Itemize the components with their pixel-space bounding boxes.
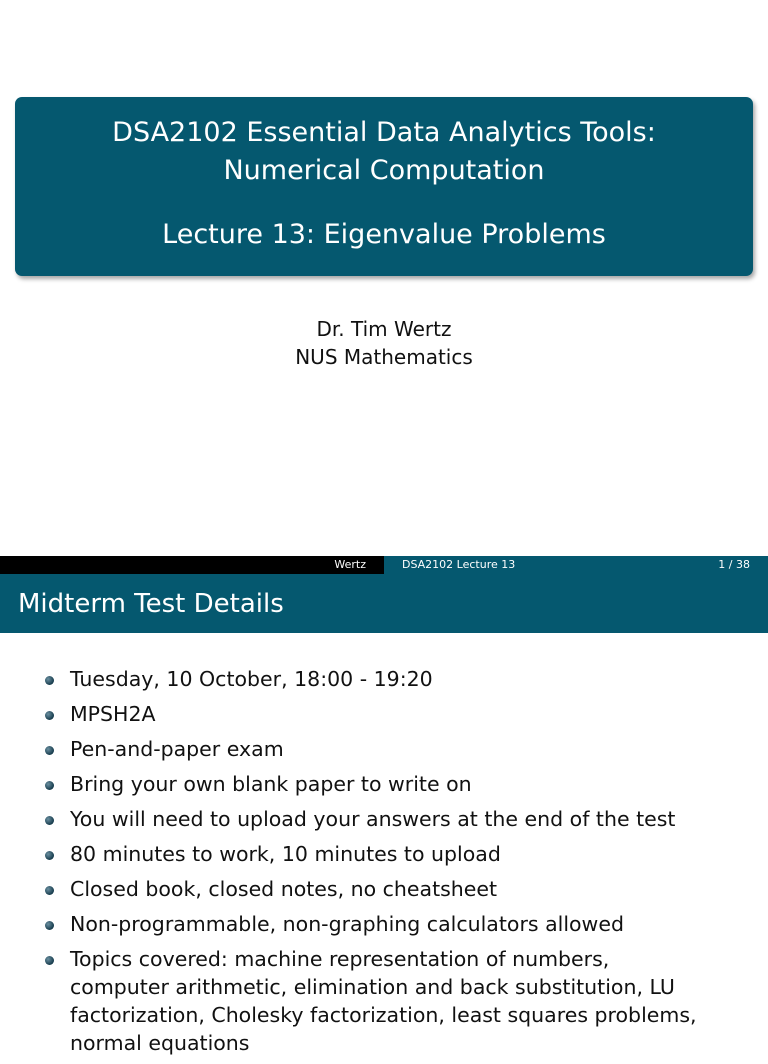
list-item — [0, 875, 768, 903]
footer-page-number: 1 / 38 — [718, 558, 750, 571]
bullet-text: Bring your own blank paper to write on — [70, 772, 472, 796]
footer-author: Wertz — [334, 558, 366, 571]
bullet-icon — [45, 711, 54, 720]
bullet-list — [0, 665, 768, 1064]
bullet-icon — [45, 886, 54, 895]
title-line-2: Numerical Computation — [223, 155, 545, 186]
bullet-icon — [45, 921, 54, 930]
slide-footer — [0, 556, 768, 574]
list-item — [0, 910, 768, 938]
bullet-text: Closed book, closed notes, no cheatsheet — [70, 877, 498, 901]
footer-author-section — [0, 556, 384, 574]
bullet-icon — [45, 746, 54, 755]
bullet-text: Tuesday, 10 October, 18:00 - 19:20 — [70, 667, 433, 691]
bullet-text: MPSH2A — [70, 702, 156, 726]
bullet-icon — [45, 851, 54, 860]
institute-name: NUS Mathematics — [295, 345, 473, 369]
list-item — [0, 945, 768, 1057]
bullet-text: You will need to upload your answers at the end of the test — [70, 807, 676, 831]
bullet-icon — [45, 781, 54, 790]
list-item — [0, 805, 768, 833]
frame-title: Midterm Test Details — [18, 589, 284, 619]
author-block — [0, 315, 768, 371]
list-item — [0, 665, 768, 693]
list-item — [0, 735, 768, 763]
list-item — [0, 700, 768, 728]
bullet-text: Topics covered: machine representation of numbers, computer arithmetic, elimination and back substitution, LU factorization, Cholesky factorization, least squares problems, normal equations — [70, 947, 697, 1055]
bullet-icon — [45, 676, 54, 685]
bullet-text: 80 minutes to work, 10 minutes to upload — [70, 842, 501, 866]
bullet-icon — [45, 956, 54, 965]
bullet-icon — [45, 816, 54, 825]
footer-title-section — [384, 556, 768, 574]
title-box — [15, 97, 753, 276]
list-item — [0, 770, 768, 798]
bullet-text: Pen-and-paper exam — [70, 737, 284, 761]
frame-title-bar — [0, 574, 768, 633]
author-name: Dr. Tim Wertz — [316, 317, 452, 341]
list-item — [0, 840, 768, 868]
footer-short-title: DSA2102 Lecture 13 — [402, 558, 516, 571]
title-line-1: DSA2102 Essential Data Analytics Tools: — [112, 117, 656, 148]
bullet-text: Non-programmable, non-graphing calculators allowed — [70, 912, 624, 936]
lecture-subtitle: Lecture 13: Eigenvalue Problems — [162, 219, 606, 250]
